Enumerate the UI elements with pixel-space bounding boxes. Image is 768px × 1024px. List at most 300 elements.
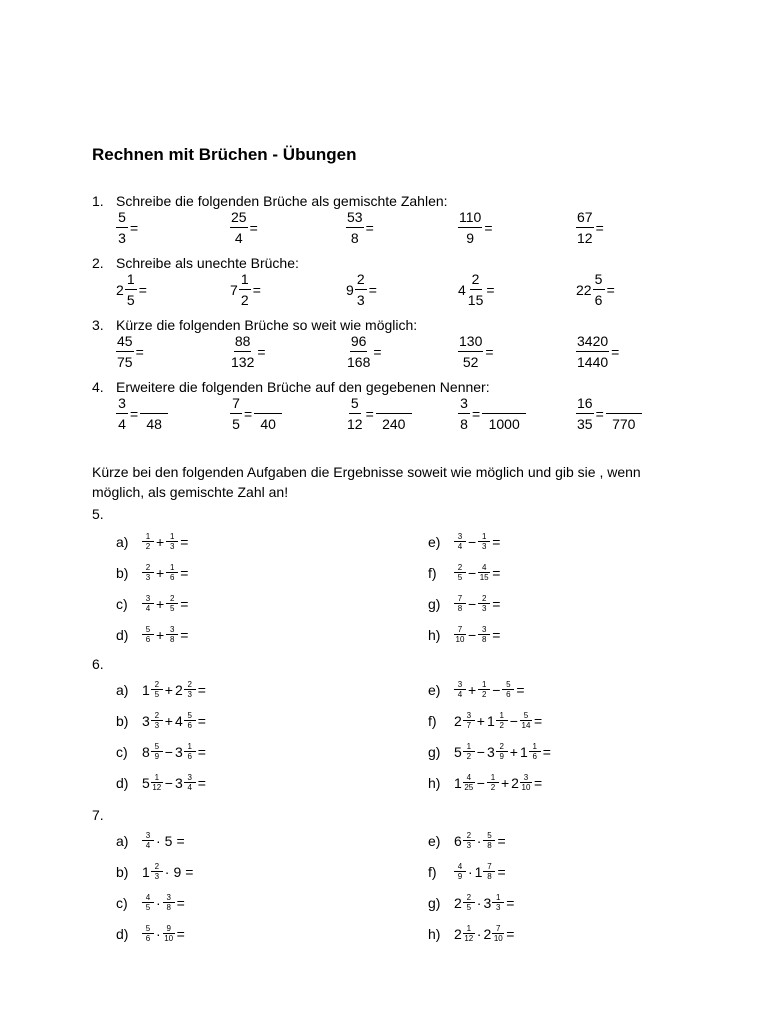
denominator: 8 bbox=[460, 416, 468, 432]
exercise-label: a) bbox=[116, 833, 129, 849]
numerator: 3 bbox=[463, 712, 475, 721]
exercise-label: b) bbox=[116, 565, 129, 581]
whole-number: 3 bbox=[486, 744, 495, 760]
q4-exercise bbox=[230, 396, 282, 431]
equals-sign: = bbox=[595, 219, 604, 236]
denominator: 9 bbox=[154, 752, 160, 761]
denominator: 40 bbox=[260, 416, 276, 432]
fraction bbox=[487, 774, 499, 792]
whole-number: 1 bbox=[142, 682, 150, 698]
denominator: 9 bbox=[499, 752, 504, 761]
q2-exercise bbox=[116, 272, 149, 307]
fraction bbox=[483, 832, 495, 850]
fraction bbox=[496, 712, 508, 730]
numerator: 2 bbox=[151, 681, 163, 690]
numerator: 3 bbox=[454, 681, 466, 690]
fraction bbox=[454, 595, 466, 613]
fraction bbox=[458, 396, 470, 431]
target-fraction bbox=[140, 396, 168, 431]
q6-exercise bbox=[454, 772, 544, 794]
fraction bbox=[151, 743, 163, 761]
fraction bbox=[454, 681, 466, 699]
numerator: 1 bbox=[492, 894, 504, 903]
exercise-label: h) bbox=[428, 775, 441, 791]
equals-sign: = bbox=[472, 405, 481, 422]
denominator: 3 bbox=[496, 903, 501, 912]
numerator: 2 bbox=[454, 564, 466, 573]
fraction bbox=[142, 925, 154, 943]
operator: · bbox=[468, 864, 473, 880]
denominator: 3 bbox=[481, 604, 487, 613]
equals-sign: = bbox=[197, 713, 206, 729]
operator: 9 bbox=[173, 864, 182, 880]
fraction bbox=[496, 743, 508, 761]
equals-sign: = bbox=[492, 627, 501, 643]
numerator: 2 bbox=[463, 832, 475, 841]
fraction bbox=[142, 533, 154, 551]
q6-exercise bbox=[142, 710, 208, 732]
q3-exercise bbox=[230, 334, 268, 369]
q1-exercise bbox=[230, 210, 260, 245]
equals-sign: = bbox=[516, 682, 525, 698]
operator: + bbox=[156, 596, 165, 612]
numerator: 96 bbox=[350, 334, 368, 352]
equals-sign: = bbox=[130, 219, 139, 236]
denominator: 12 bbox=[464, 934, 474, 943]
denominator: 3 bbox=[466, 841, 472, 850]
fraction bbox=[458, 334, 483, 369]
fraction bbox=[142, 894, 154, 912]
operator: − bbox=[468, 565, 477, 581]
whole-number: 8 bbox=[142, 744, 150, 760]
fraction bbox=[142, 626, 154, 644]
numerator: 3 bbox=[116, 396, 128, 414]
denominator: 8 bbox=[487, 841, 492, 850]
denominator: 6 bbox=[187, 752, 192, 761]
denominator: 8 bbox=[457, 604, 463, 613]
exercise-label: e) bbox=[428, 682, 441, 698]
q3-exercise bbox=[346, 334, 384, 369]
numerator: 2 bbox=[166, 595, 178, 604]
numerator: 130 bbox=[458, 334, 483, 352]
operator: · bbox=[476, 895, 482, 911]
numerator: 4 bbox=[454, 863, 466, 872]
q3-exercise bbox=[458, 334, 496, 369]
fraction bbox=[502, 681, 514, 699]
fraction bbox=[230, 334, 255, 369]
exercise-label: b) bbox=[116, 713, 129, 729]
fraction bbox=[492, 925, 504, 943]
denominator: 12 bbox=[347, 416, 363, 432]
operator: · bbox=[476, 926, 482, 942]
denominator: 8 bbox=[487, 872, 492, 881]
q6-exercise bbox=[142, 741, 208, 763]
fraction bbox=[166, 564, 178, 582]
denominator: 6 bbox=[187, 721, 192, 730]
fraction bbox=[520, 774, 532, 792]
numerator: 3 bbox=[184, 774, 196, 783]
whole-number: 3 bbox=[142, 713, 150, 729]
fraction bbox=[454, 626, 466, 644]
equals-sign: = bbox=[485, 343, 494, 360]
fraction bbox=[163, 894, 175, 912]
numerator: 5 bbox=[483, 832, 495, 841]
q7-exercise bbox=[454, 861, 508, 883]
operator: + bbox=[468, 682, 477, 698]
denominator: 48 bbox=[146, 416, 162, 432]
numerator: 3 bbox=[166, 626, 178, 635]
whole-number: 3 bbox=[483, 895, 492, 911]
fraction bbox=[151, 712, 163, 730]
fraction bbox=[529, 743, 541, 761]
numerator: 3 bbox=[163, 894, 175, 903]
equals-sign: = bbox=[373, 343, 382, 360]
numerator: 53 bbox=[346, 210, 364, 228]
whole-number: 3 bbox=[174, 744, 183, 760]
denominator: 240 bbox=[382, 416, 406, 432]
numerator: 7 bbox=[483, 863, 495, 872]
q4-instruction: Erweitere die folgenden Brüche auf den gegebenen Nenner: bbox=[116, 379, 490, 395]
denominator: 6 bbox=[169, 573, 175, 582]
fraction bbox=[166, 533, 178, 551]
numerator: 2 bbox=[151, 863, 163, 872]
q4-exercise bbox=[116, 396, 168, 431]
denominator: 5 bbox=[154, 690, 160, 699]
numerator: 1 bbox=[496, 712, 508, 721]
equals-sign: = bbox=[180, 627, 189, 643]
denominator: 2 bbox=[499, 721, 504, 730]
fraction bbox=[346, 210, 364, 245]
exercise-label: h) bbox=[428, 926, 441, 942]
equals-sign: = bbox=[486, 281, 495, 298]
equals-sign: = bbox=[180, 565, 189, 581]
fraction bbox=[151, 681, 163, 699]
equals-sign: = bbox=[497, 833, 506, 849]
q3-exercise bbox=[116, 334, 146, 369]
fraction bbox=[125, 272, 137, 307]
fraction bbox=[463, 832, 475, 850]
q1-exercise bbox=[346, 210, 376, 245]
equals-sign: = bbox=[492, 565, 501, 581]
q4-number: 4. bbox=[92, 379, 104, 395]
numerator: 5 bbox=[349, 396, 361, 414]
fraction bbox=[478, 681, 490, 699]
numerator: 2 bbox=[470, 272, 482, 290]
numerator: 9 bbox=[163, 925, 175, 934]
whole-number: 2 bbox=[116, 281, 124, 298]
q6-exercise bbox=[142, 772, 208, 794]
numerator: 2 bbox=[463, 894, 475, 903]
denominator: 4 bbox=[145, 604, 151, 613]
whole-number: 2 bbox=[454, 926, 462, 942]
fraction bbox=[142, 595, 154, 613]
fraction bbox=[454, 533, 466, 551]
denominator: 2 bbox=[481, 690, 487, 699]
equals-sign: = bbox=[185, 864, 194, 880]
q7-exercise bbox=[142, 923, 187, 945]
denominator: 12 bbox=[577, 230, 593, 246]
fraction bbox=[239, 272, 251, 307]
equals-sign: = bbox=[180, 596, 189, 612]
q2-instruction: Schreibe als unechte Brüche: bbox=[116, 255, 299, 271]
operator: − bbox=[164, 775, 173, 791]
numerator: 7 bbox=[492, 925, 504, 934]
operator: + bbox=[500, 775, 510, 791]
denominator: 3 bbox=[145, 573, 151, 582]
denominator: 1440 bbox=[577, 354, 609, 370]
whole-number: 2 bbox=[483, 926, 492, 942]
numerator-blank[interactable] bbox=[140, 396, 168, 414]
numerator: 1 bbox=[166, 564, 178, 573]
exercise-label: c) bbox=[116, 744, 128, 760]
equals-sign: = bbox=[257, 343, 266, 360]
numerator: 7 bbox=[230, 396, 242, 414]
operator: − bbox=[476, 775, 485, 791]
numerator: 5 bbox=[593, 272, 605, 290]
equals-sign: = bbox=[176, 833, 185, 849]
exercise-label: g) bbox=[428, 596, 441, 612]
numerator-blank[interactable] bbox=[376, 396, 412, 414]
fraction bbox=[163, 925, 175, 943]
fraction bbox=[346, 396, 364, 431]
numerator: 5 bbox=[151, 743, 163, 752]
denominator: 770 bbox=[612, 416, 636, 432]
operator: · bbox=[476, 833, 482, 849]
equals-sign: = bbox=[492, 596, 501, 612]
q5-exercise bbox=[454, 593, 502, 615]
operator: + bbox=[164, 682, 173, 698]
equals-sign: = bbox=[506, 926, 515, 942]
equals-sign: = bbox=[197, 775, 206, 791]
denominator: 5 bbox=[466, 903, 472, 912]
denominator: 2 bbox=[240, 292, 249, 308]
denominator: 3 bbox=[154, 872, 160, 881]
q7-exercise bbox=[454, 830, 508, 852]
fraction bbox=[463, 925, 475, 943]
operator: + bbox=[476, 713, 485, 729]
denominator: 132 bbox=[231, 354, 255, 370]
denominator: 3 bbox=[118, 230, 126, 246]
q6-exercise bbox=[142, 679, 208, 701]
fraction bbox=[166, 595, 178, 613]
equals-sign: = bbox=[176, 926, 185, 942]
numerator: 2 bbox=[478, 595, 490, 604]
equals-sign: = bbox=[244, 405, 253, 422]
fraction bbox=[166, 626, 178, 644]
denominator: 5 bbox=[145, 903, 151, 912]
denominator: 6 bbox=[145, 635, 151, 644]
target-fraction bbox=[254, 396, 282, 431]
fraction bbox=[576, 334, 609, 369]
equals-sign: = bbox=[533, 713, 543, 729]
numerator: 1 bbox=[463, 743, 475, 752]
fraction bbox=[520, 712, 532, 730]
equals-sign: = bbox=[606, 281, 615, 298]
fraction bbox=[467, 272, 485, 307]
fraction bbox=[454, 564, 466, 582]
fraction bbox=[483, 863, 495, 881]
numerator: 3 bbox=[454, 533, 466, 542]
fraction bbox=[478, 533, 490, 551]
fraction bbox=[463, 774, 475, 792]
target-fraction bbox=[376, 396, 412, 431]
q4-exercise bbox=[458, 396, 526, 431]
q5-exercise bbox=[142, 531, 190, 553]
numerator: 1 bbox=[239, 272, 251, 290]
denominator: 3 bbox=[154, 721, 160, 730]
numerator-blank[interactable] bbox=[482, 396, 526, 414]
q5-exercise bbox=[454, 562, 502, 584]
fraction bbox=[593, 272, 605, 307]
equals-sign: = bbox=[595, 405, 604, 422]
whole-number: 2 bbox=[454, 713, 462, 729]
page-title: Rechnen mit Brüchen - Übungen bbox=[92, 145, 357, 164]
q4-exercise bbox=[346, 396, 412, 431]
equals-sign: = bbox=[506, 895, 515, 911]
numerator: 3 bbox=[458, 396, 470, 414]
equals-sign: = bbox=[176, 895, 185, 911]
numerator: 3420 bbox=[576, 334, 609, 352]
exercise-label: f) bbox=[428, 713, 437, 729]
denominator: 3 bbox=[481, 542, 487, 551]
q5-number: 5. bbox=[92, 506, 104, 522]
numerator: 1 bbox=[166, 533, 178, 542]
fraction bbox=[355, 272, 367, 307]
numerator: 7 bbox=[454, 595, 466, 604]
q6-exercise bbox=[454, 710, 544, 732]
numerator: 4 bbox=[478, 564, 490, 573]
whole-number: 5 bbox=[142, 775, 150, 791]
q5-exercise bbox=[454, 531, 502, 553]
denominator: 10 bbox=[521, 783, 531, 792]
operator: · bbox=[164, 864, 170, 880]
whole-number: 7 bbox=[230, 281, 238, 298]
denominator: 4 bbox=[187, 783, 192, 792]
whole-number: 2 bbox=[454, 895, 462, 911]
numerator: 1 bbox=[478, 533, 490, 542]
equals-sign: = bbox=[365, 405, 374, 422]
q3-exercise bbox=[576, 334, 621, 369]
exercise-label: e) bbox=[428, 534, 441, 550]
numerator: 1 bbox=[463, 925, 475, 934]
denominator: 6 bbox=[145, 934, 151, 943]
denominator: 2 bbox=[466, 752, 472, 761]
q5-exercise bbox=[142, 562, 190, 584]
fraction bbox=[184, 743, 196, 761]
operator: − bbox=[468, 534, 477, 550]
denominator: 4 bbox=[457, 542, 463, 551]
denominator: 4 bbox=[457, 690, 463, 699]
equals-sign: = bbox=[135, 343, 144, 360]
numerator: 5 bbox=[116, 210, 128, 228]
denominator: 3 bbox=[187, 690, 192, 699]
denominator: 5 bbox=[232, 416, 240, 432]
whole-number: 4 bbox=[174, 713, 183, 729]
numerator: 16 bbox=[576, 396, 594, 414]
equals-sign: = bbox=[533, 775, 543, 791]
operator: − bbox=[468, 627, 477, 643]
denominator: 1000 bbox=[488, 416, 520, 432]
fraction bbox=[116, 210, 128, 245]
equals-sign: = bbox=[497, 864, 506, 880]
numerator: 5 bbox=[502, 681, 514, 690]
exercise-label: d) bbox=[116, 627, 129, 643]
numerator: 3 bbox=[478, 626, 490, 635]
exercise-label: e) bbox=[428, 833, 441, 849]
numerator-blank[interactable] bbox=[606, 396, 642, 414]
operator: + bbox=[156, 627, 165, 643]
numerator: 5 bbox=[520, 712, 532, 721]
q3-instruction: Kürze die folgenden Brüche so weit wie möglich: bbox=[116, 317, 418, 333]
equals-sign: = bbox=[252, 281, 261, 298]
q5-exercise bbox=[454, 624, 502, 646]
q5-exercise bbox=[142, 624, 190, 646]
denominator: 35 bbox=[577, 416, 593, 432]
equals-sign: = bbox=[492, 534, 501, 550]
denominator: 10 bbox=[455, 635, 465, 644]
q2-exercise bbox=[346, 272, 379, 307]
denominator: 8 bbox=[166, 903, 171, 912]
fraction bbox=[142, 832, 154, 850]
denominator: 12 bbox=[152, 783, 162, 792]
equals-sign: = bbox=[542, 744, 551, 760]
whole-number: 3 bbox=[174, 775, 183, 791]
denominator: 15 bbox=[479, 573, 489, 582]
equals-sign: = bbox=[249, 219, 258, 236]
numerator: 3 bbox=[520, 774, 532, 783]
target-fraction bbox=[482, 396, 526, 431]
denominator: 8 bbox=[169, 635, 175, 644]
operator: + bbox=[156, 565, 165, 581]
operator: − bbox=[492, 682, 501, 698]
q6-exercise bbox=[454, 679, 527, 701]
numerator: 1 bbox=[142, 533, 154, 542]
whole-number: 1 bbox=[486, 713, 495, 729]
operator: − bbox=[476, 744, 485, 760]
numerator-blank[interactable] bbox=[254, 396, 282, 414]
denominator: 6 bbox=[532, 752, 537, 761]
denominator: 52 bbox=[462, 354, 479, 370]
fraction bbox=[142, 564, 154, 582]
q6-number: 6. bbox=[92, 656, 104, 672]
fraction bbox=[184, 774, 196, 792]
numerator: 25 bbox=[230, 210, 248, 228]
operator: · bbox=[156, 895, 161, 911]
denominator: 4 bbox=[118, 416, 126, 432]
whole-number: 2 bbox=[511, 775, 519, 791]
equals-sign: = bbox=[611, 343, 620, 360]
fraction bbox=[346, 334, 371, 369]
exercise-label: d) bbox=[116, 775, 129, 791]
numerator: 5 bbox=[184, 712, 196, 721]
numerator: 88 bbox=[234, 334, 252, 352]
operator: − bbox=[164, 744, 173, 760]
denominator: 10 bbox=[164, 934, 174, 943]
numerator: 1 bbox=[478, 681, 490, 690]
exercise-label: f) bbox=[428, 565, 437, 581]
denominator: 75 bbox=[117, 354, 133, 370]
denominator: 5 bbox=[457, 573, 463, 582]
whole-number: 4 bbox=[458, 281, 466, 298]
fraction bbox=[230, 396, 242, 431]
operator: − bbox=[509, 713, 518, 729]
numerator: 3 bbox=[142, 832, 154, 841]
exercise-label: c) bbox=[116, 895, 128, 911]
equals-sign: = bbox=[484, 219, 493, 236]
fraction bbox=[454, 863, 466, 881]
numerator: 2 bbox=[355, 272, 367, 290]
operator: + bbox=[509, 744, 518, 760]
